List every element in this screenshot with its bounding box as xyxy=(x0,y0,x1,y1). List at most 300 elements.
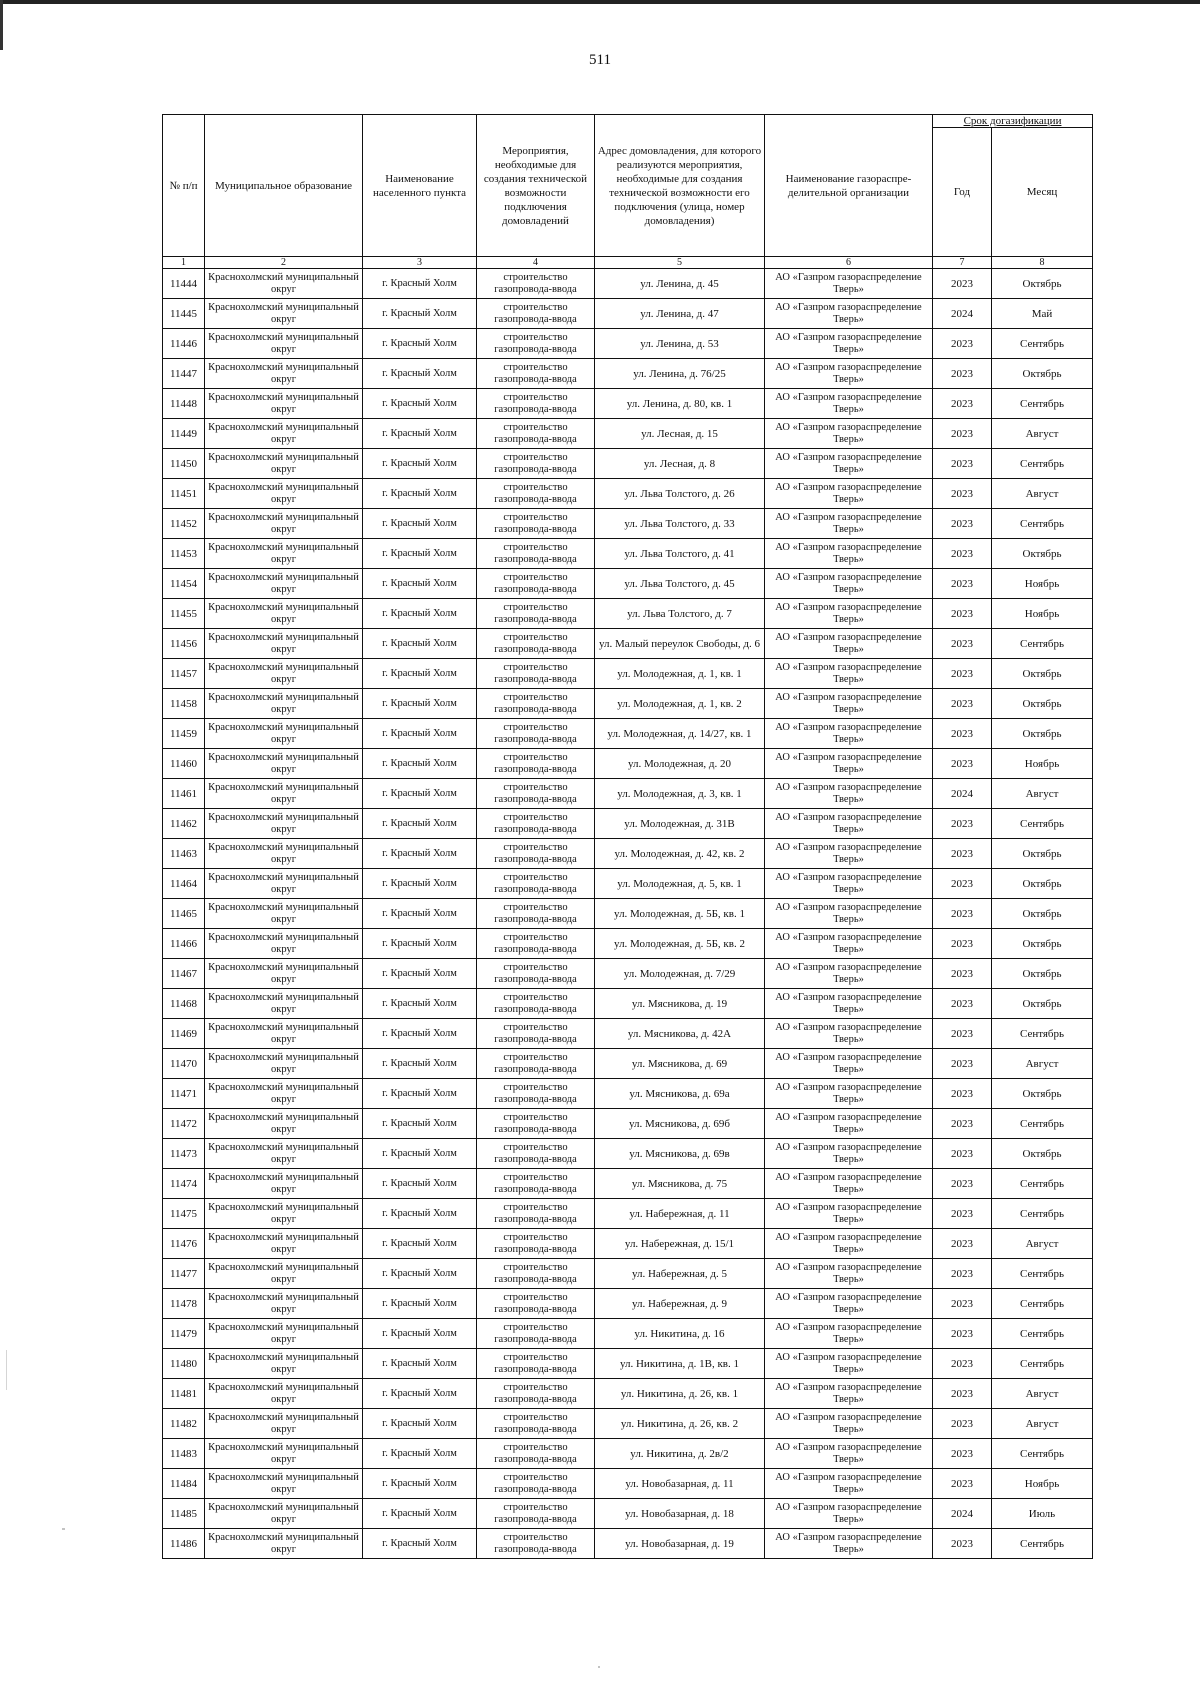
year-cell: 2023 xyxy=(933,1169,992,1199)
header-cell: Наименование газораспре-делительной организации xyxy=(765,115,933,257)
address-cell: ул. Ленина, д. 80, кв. 1 xyxy=(595,389,765,419)
activity-cell: строительство газопровода-ввода xyxy=(477,1529,595,1559)
year-cell: 2023 xyxy=(933,1289,992,1319)
settlement-cell: г. Красный Холм xyxy=(363,599,477,629)
row-number-cell: 11464 xyxy=(163,869,205,899)
row-number-cell: 11482 xyxy=(163,1409,205,1439)
row-number-cell: 11465 xyxy=(163,899,205,929)
activity-cell: строительство газопровода-ввода xyxy=(477,869,595,899)
table-row xyxy=(163,1169,1093,1199)
column-number: 2 xyxy=(205,257,363,269)
address-cell: ул. Молодежная, д. 3, кв. 1 xyxy=(595,779,765,809)
month-cell: Сентябрь xyxy=(992,389,1093,419)
settlement-cell: г. Красный Холм xyxy=(363,569,477,599)
settlement-cell: г. Красный Холм xyxy=(363,1319,477,1349)
organization-cell: АО «Газпром газораспределение Тверь» xyxy=(765,779,933,809)
gasification-table xyxy=(162,114,1093,1559)
table-row xyxy=(163,299,1093,329)
column-number-row xyxy=(163,257,1093,269)
row-number-cell: 11485 xyxy=(163,1499,205,1529)
address-cell: ул. Мясникова, д. 75 xyxy=(595,1169,765,1199)
organization-cell: АО «Газпром газораспределение Тверь» xyxy=(765,929,933,959)
address-cell: ул. Никитина, д. 16 xyxy=(595,1319,765,1349)
table-row xyxy=(163,809,1093,839)
table-row xyxy=(163,749,1093,779)
activity-cell: строительство газопровода-ввода xyxy=(477,959,595,989)
activity-cell: строительство газопровода-ввода xyxy=(477,1019,595,1049)
settlement-cell: г. Красный Холм xyxy=(363,1529,477,1559)
row-number-cell: 11451 xyxy=(163,479,205,509)
activity-cell: строительство газопровода-ввода xyxy=(477,329,595,359)
activity-cell: строительство газопровода-ввода xyxy=(477,299,595,329)
table-row xyxy=(163,329,1093,359)
organization-cell: АО «Газпром газораспределение Тверь» xyxy=(765,1079,933,1109)
organization-cell: АО «Газпром газораспределение Тверь» xyxy=(765,1109,933,1139)
table-row xyxy=(163,599,1093,629)
organization-cell: АО «Газпром газораспределение Тверь» xyxy=(765,809,933,839)
year-cell: 2023 xyxy=(933,539,992,569)
organization-cell: АО «Газпром газораспределение Тверь» xyxy=(765,1319,933,1349)
row-number-cell: 11448 xyxy=(163,389,205,419)
address-cell: ул. Льва Толстого, д. 26 xyxy=(595,479,765,509)
table-row xyxy=(163,1259,1093,1289)
organization-cell: АО «Газпром газораспределение Тверь» xyxy=(765,1019,933,1049)
activity-cell: строительство газопровода-ввода xyxy=(477,989,595,1019)
address-cell: ул. Новобазарная, д. 19 xyxy=(595,1529,765,1559)
year-cell: 2023 xyxy=(933,599,992,629)
scan-mark xyxy=(6,1350,7,1390)
month-cell: Сентябрь xyxy=(992,1529,1093,1559)
month-cell: Сентябрь xyxy=(992,809,1093,839)
settlement-cell: г. Красный Холм xyxy=(363,449,477,479)
address-cell: ул. Набережная, д. 11 xyxy=(595,1199,765,1229)
row-number-cell: 11454 xyxy=(163,569,205,599)
address-cell: ул. Набережная, д. 9 xyxy=(595,1289,765,1319)
group-header-cell: Срок догазификации xyxy=(933,115,1093,128)
month-cell: Июль xyxy=(992,1499,1093,1529)
activity-cell: строительство газопровода-ввода xyxy=(477,1199,595,1229)
month-cell: Август xyxy=(992,1409,1093,1439)
table-row xyxy=(163,959,1093,989)
row-number-cell: 11480 xyxy=(163,1349,205,1379)
row-number-cell: 11475 xyxy=(163,1199,205,1229)
settlement-cell: г. Красный Холм xyxy=(363,269,477,299)
table-row xyxy=(163,929,1093,959)
table-row xyxy=(163,1379,1093,1409)
month-cell: Август xyxy=(992,779,1093,809)
settlement-cell: г. Красный Холм xyxy=(363,1019,477,1049)
settlement-cell: г. Красный Холм xyxy=(363,1049,477,1079)
month-cell: Сентябрь xyxy=(992,1259,1093,1289)
organization-cell: АО «Газпром газораспределение Тверь» xyxy=(765,359,933,389)
row-number-cell: 11462 xyxy=(163,809,205,839)
row-number-cell: 11483 xyxy=(163,1439,205,1469)
table-row xyxy=(163,1499,1093,1529)
organization-cell: АО «Газпром газораспределение Тверь» xyxy=(765,1229,933,1259)
municipality-cell: Краснохолмский муниципальный округ xyxy=(205,1409,363,1439)
organization-cell: АО «Газпром газораспределение Тверь» xyxy=(765,689,933,719)
month-cell: Сентябрь xyxy=(992,1019,1093,1049)
settlement-cell: г. Красный Холм xyxy=(363,389,477,419)
column-number: 8 xyxy=(992,257,1093,269)
municipality-cell: Краснохолмский муниципальный округ xyxy=(205,1139,363,1169)
month-cell: Октябрь xyxy=(992,659,1093,689)
organization-cell: АО «Газпром газораспределение Тверь» xyxy=(765,1139,933,1169)
year-cell: 2024 xyxy=(933,1499,992,1529)
organization-cell: АО «Газпром газораспределение Тверь» xyxy=(765,269,933,299)
table-row xyxy=(163,1469,1093,1499)
activity-cell: строительство газопровода-ввода xyxy=(477,1109,595,1139)
municipality-cell: Краснохолмский муниципальный округ xyxy=(205,1439,363,1469)
year-cell: 2023 xyxy=(933,1349,992,1379)
municipality-cell: Краснохолмский муниципальный округ xyxy=(205,1499,363,1529)
table-row xyxy=(163,419,1093,449)
settlement-cell: г. Красный Холм xyxy=(363,419,477,449)
settlement-cell: г. Красный Холм xyxy=(363,1139,477,1169)
address-cell: ул. Лесная, д. 8 xyxy=(595,449,765,479)
activity-cell: строительство газопровода-ввода xyxy=(477,389,595,419)
row-number-cell: 11444 xyxy=(163,269,205,299)
year-cell: 2023 xyxy=(933,1229,992,1259)
year-cell: 2023 xyxy=(933,269,992,299)
header-cell: Мероприятия, необходимые для создания технической возможности подключения домовладений xyxy=(477,115,595,257)
month-cell: Ноябрь xyxy=(992,599,1093,629)
month-cell: Август xyxy=(992,1379,1093,1409)
organization-cell: АО «Газпром газораспределение Тверь» xyxy=(765,839,933,869)
address-cell: ул. Молодежная, д. 5, кв. 1 xyxy=(595,869,765,899)
row-number-cell: 11461 xyxy=(163,779,205,809)
year-cell: 2023 xyxy=(933,1019,992,1049)
month-cell: Октябрь xyxy=(992,1079,1093,1109)
settlement-cell: г. Красный Холм xyxy=(363,1439,477,1469)
organization-cell: АО «Газпром газораспределение Тверь» xyxy=(765,569,933,599)
municipality-cell: Краснохолмский муниципальный округ xyxy=(205,629,363,659)
municipality-cell: Краснохолмский муниципальный округ xyxy=(205,1169,363,1199)
month-cell: Август xyxy=(992,479,1093,509)
year-cell: 2023 xyxy=(933,1199,992,1229)
organization-cell: АО «Газпром газораспределение Тверь» xyxy=(765,629,933,659)
settlement-cell: г. Красный Холм xyxy=(363,1169,477,1199)
month-cell: Октябрь xyxy=(992,359,1093,389)
year-cell: 2023 xyxy=(933,1409,992,1439)
year-cell: 2023 xyxy=(933,659,992,689)
activity-cell: строительство газопровода-ввода xyxy=(477,689,595,719)
organization-cell: АО «Газпром газораспределение Тверь» xyxy=(765,1469,933,1499)
table-row xyxy=(163,1229,1093,1259)
organization-cell: АО «Газпром газораспределение Тверь» xyxy=(765,1409,933,1439)
activity-cell: строительство газопровода-ввода xyxy=(477,1139,595,1169)
table-row xyxy=(163,779,1093,809)
month-cell: Ноябрь xyxy=(992,749,1093,779)
column-number: 3 xyxy=(363,257,477,269)
activity-cell: строительство газопровода-ввода xyxy=(477,479,595,509)
settlement-cell: г. Красный Холм xyxy=(363,959,477,989)
activity-cell: строительство газопровода-ввода xyxy=(477,1289,595,1319)
activity-cell: строительство газопровода-ввода xyxy=(477,269,595,299)
row-number-cell: 11458 xyxy=(163,689,205,719)
settlement-cell: г. Красный Холм xyxy=(363,929,477,959)
table-row xyxy=(163,479,1093,509)
activity-cell: строительство газопровода-ввода xyxy=(477,1349,595,1379)
settlement-cell: г. Красный Холм xyxy=(363,1109,477,1139)
table-row xyxy=(163,1409,1093,1439)
municipality-cell: Краснохолмский муниципальный округ xyxy=(205,1079,363,1109)
address-cell: ул. Льва Толстого, д. 33 xyxy=(595,509,765,539)
column-number: 7 xyxy=(933,257,992,269)
organization-cell: АО «Газпром газораспределение Тверь» xyxy=(765,1439,933,1469)
year-cell: 2023 xyxy=(933,1079,992,1109)
address-cell: ул. Льва Толстого, д. 41 xyxy=(595,539,765,569)
municipality-cell: Краснохолмский муниципальный округ xyxy=(205,839,363,869)
address-cell: ул. Никитина, д. 26, кв. 1 xyxy=(595,1379,765,1409)
municipality-cell: Краснохолмский муниципальный округ xyxy=(205,389,363,419)
table-row xyxy=(163,899,1093,929)
organization-cell: АО «Газпром газораспределение Тверь» xyxy=(765,1379,933,1409)
activity-cell: строительство газопровода-ввода xyxy=(477,449,595,479)
organization-cell: АО «Газпром газораспределение Тверь» xyxy=(765,749,933,779)
municipality-cell: Краснохолмский муниципальный округ xyxy=(205,1199,363,1229)
table-row xyxy=(163,449,1093,479)
municipality-cell: Краснохолмский муниципальный округ xyxy=(205,929,363,959)
table-row xyxy=(163,689,1093,719)
year-cell: 2023 xyxy=(933,389,992,419)
year-cell: 2023 xyxy=(933,359,992,389)
organization-cell: АО «Газпром газораспределение Тверь» xyxy=(765,599,933,629)
year-cell: 2023 xyxy=(933,1439,992,1469)
row-number-cell: 11453 xyxy=(163,539,205,569)
municipality-cell: Краснохолмский муниципальный округ xyxy=(205,1529,363,1559)
row-number-cell: 11447 xyxy=(163,359,205,389)
settlement-cell: г. Красный Холм xyxy=(363,1289,477,1319)
row-number-cell: 11456 xyxy=(163,629,205,659)
year-cell: 2023 xyxy=(933,1469,992,1499)
row-number-cell: 11450 xyxy=(163,449,205,479)
row-number-cell: 11477 xyxy=(163,1259,205,1289)
row-number-cell: 11445 xyxy=(163,299,205,329)
month-cell: Октябрь xyxy=(992,1139,1093,1169)
organization-cell: АО «Газпром газораспределение Тверь» xyxy=(765,299,933,329)
organization-cell: АО «Газпром газораспределение Тверь» xyxy=(765,479,933,509)
organization-cell: АО «Газпром газораспределение Тверь» xyxy=(765,1499,933,1529)
table-row xyxy=(163,659,1093,689)
table-row xyxy=(163,1349,1093,1379)
column-number: 6 xyxy=(765,257,933,269)
row-number-cell: 11470 xyxy=(163,1049,205,1079)
month-cell: Август xyxy=(992,1049,1093,1079)
month-cell: Сентябрь xyxy=(992,1439,1093,1469)
year-cell: 2023 xyxy=(933,569,992,599)
municipality-cell: Краснохолмский муниципальный округ xyxy=(205,1019,363,1049)
year-cell: 2023 xyxy=(933,959,992,989)
year-cell: 2023 xyxy=(933,419,992,449)
settlement-cell: г. Красный Холм xyxy=(363,899,477,929)
activity-cell: строительство газопровода-ввода xyxy=(477,509,595,539)
row-number-cell: 11455 xyxy=(163,599,205,629)
month-cell: Май xyxy=(992,299,1093,329)
header-cell: Адрес домовладения, для которого реализуются мероприятия, необходимые для создания технической возможности его подключения (улица, номер домовладения) xyxy=(595,115,765,257)
organization-cell: АО «Газпром газораспределение Тверь» xyxy=(765,1349,933,1379)
year-cell: 2023 xyxy=(933,749,992,779)
month-cell: Август xyxy=(992,419,1093,449)
month-cell: Ноябрь xyxy=(992,569,1093,599)
municipality-cell: Краснохолмский муниципальный округ xyxy=(205,1259,363,1289)
address-cell: ул. Молодежная, д. 5Б, кв. 1 xyxy=(595,899,765,929)
month-cell: Октябрь xyxy=(992,959,1093,989)
activity-cell: строительство газопровода-ввода xyxy=(477,629,595,659)
row-number-cell: 11463 xyxy=(163,839,205,869)
activity-cell: строительство газопровода-ввода xyxy=(477,1049,595,1079)
activity-cell: строительство газопровода-ввода xyxy=(477,599,595,629)
municipality-cell: Краснохолмский муниципальный округ xyxy=(205,749,363,779)
settlement-cell: г. Красный Холм xyxy=(363,1379,477,1409)
row-number-cell: 11471 xyxy=(163,1079,205,1109)
address-cell: ул. Набережная, д. 5 xyxy=(595,1259,765,1289)
municipality-cell: Краснохолмский муниципальный округ xyxy=(205,1049,363,1079)
table-row xyxy=(163,719,1093,749)
header-cell: Год xyxy=(933,128,992,257)
month-cell: Сентябрь xyxy=(992,629,1093,659)
organization-cell: АО «Газпром газораспределение Тверь» xyxy=(765,1199,933,1229)
address-cell: ул. Мясникова, д. 69в xyxy=(595,1139,765,1169)
header-cell: Месяц xyxy=(992,128,1093,257)
municipality-cell: Краснохолмский муниципальный округ xyxy=(205,659,363,689)
table-row xyxy=(163,1079,1093,1109)
year-cell: 2024 xyxy=(933,779,992,809)
address-cell: ул. Молодежная, д. 42, кв. 2 xyxy=(595,839,765,869)
organization-cell: АО «Газпром газораспределение Тверь» xyxy=(765,659,933,689)
settlement-cell: г. Красный Холм xyxy=(363,1349,477,1379)
table-row xyxy=(163,509,1093,539)
municipality-cell: Краснохолмский муниципальный округ xyxy=(205,539,363,569)
settlement-cell: г. Красный Холм xyxy=(363,539,477,569)
municipality-cell: Краснохолмский муниципальный округ xyxy=(205,1289,363,1319)
address-cell: ул. Мясникова, д. 69 xyxy=(595,1049,765,1079)
row-number-cell: 11459 xyxy=(163,719,205,749)
month-cell: Октябрь xyxy=(992,929,1093,959)
row-number-cell: 11446 xyxy=(163,329,205,359)
page-number: 511 xyxy=(589,52,611,68)
settlement-cell: г. Красный Холм xyxy=(363,869,477,899)
row-number-cell: 11466 xyxy=(163,929,205,959)
organization-cell: АО «Газпром газораспределение Тверь» xyxy=(765,389,933,419)
activity-cell: строительство газопровода-ввода xyxy=(477,1439,595,1469)
year-cell: 2023 xyxy=(933,1049,992,1079)
organization-cell: АО «Газпром газораспределение Тверь» xyxy=(765,329,933,359)
address-cell: ул. Набережная, д. 15/1 xyxy=(595,1229,765,1259)
scan-mark xyxy=(62,1528,65,1530)
municipality-cell: Краснохолмский муниципальный округ xyxy=(205,269,363,299)
address-cell: ул. Никитина, д. 1В, кв. 1 xyxy=(595,1349,765,1379)
settlement-cell: г. Красный Холм xyxy=(363,719,477,749)
activity-cell: строительство газопровода-ввода xyxy=(477,1379,595,1409)
activity-cell: строительство газопровода-ввода xyxy=(477,1259,595,1289)
year-cell: 2023 xyxy=(933,809,992,839)
settlement-cell: г. Красный Холм xyxy=(363,629,477,659)
row-number-cell: 11452 xyxy=(163,509,205,539)
organization-cell: АО «Газпром газораспределение Тверь» xyxy=(765,869,933,899)
municipality-cell: Краснохолмский муниципальный округ xyxy=(205,1349,363,1379)
activity-cell: строительство газопровода-ввода xyxy=(477,359,595,389)
settlement-cell: г. Красный Холм xyxy=(363,299,477,329)
month-cell: Октябрь xyxy=(992,719,1093,749)
activity-cell: строительство газопровода-ввода xyxy=(477,1079,595,1109)
row-number-cell: 11467 xyxy=(163,959,205,989)
address-cell: ул. Ленина, д. 47 xyxy=(595,299,765,329)
month-cell: Август xyxy=(992,1229,1093,1259)
address-cell: ул. Молодежная, д. 31В xyxy=(595,809,765,839)
municipality-cell: Краснохолмский муниципальный округ xyxy=(205,1229,363,1259)
month-cell: Сентябрь xyxy=(992,1319,1093,1349)
row-number-cell: 11476 xyxy=(163,1229,205,1259)
address-cell: ул. Никитина, д. 2в/2 xyxy=(595,1439,765,1469)
row-number-cell: 11484 xyxy=(163,1469,205,1499)
address-cell: ул. Молодежная, д. 20 xyxy=(595,749,765,779)
year-cell: 2023 xyxy=(933,989,992,1019)
address-cell: ул. Мясникова, д. 19 xyxy=(595,989,765,1019)
municipality-cell: Краснохолмский муниципальный округ xyxy=(205,809,363,839)
month-cell: Сентябрь xyxy=(992,1109,1093,1139)
settlement-cell: г. Красный Холм xyxy=(363,989,477,1019)
table-row xyxy=(163,1019,1093,1049)
organization-cell: АО «Газпром газораспределение Тверь» xyxy=(765,1049,933,1079)
municipality-cell: Краснохолмский муниципальный округ xyxy=(205,869,363,899)
year-cell: 2023 xyxy=(933,509,992,539)
settlement-cell: г. Красный Холм xyxy=(363,839,477,869)
year-cell: 2023 xyxy=(933,1379,992,1409)
address-cell: ул. Льва Толстого, д. 45 xyxy=(595,569,765,599)
month-cell: Сентябрь xyxy=(992,1199,1093,1229)
table-row xyxy=(163,629,1093,659)
month-cell: Сентябрь xyxy=(992,329,1093,359)
settlement-cell: г. Красный Холм xyxy=(363,1079,477,1109)
table-row xyxy=(163,869,1093,899)
table-row xyxy=(163,1199,1093,1229)
activity-cell: строительство газопровода-ввода xyxy=(477,569,595,599)
settlement-cell: г. Красный Холм xyxy=(363,689,477,719)
address-cell: ул. Молодежная, д. 5Б, кв. 2 xyxy=(595,929,765,959)
address-cell: ул. Молодежная, д. 1, кв. 2 xyxy=(595,689,765,719)
month-cell: Октябрь xyxy=(992,839,1093,869)
organization-cell: АО «Газпром газораспределение Тверь» xyxy=(765,989,933,1019)
year-cell: 2023 xyxy=(933,929,992,959)
row-number-cell: 11449 xyxy=(163,419,205,449)
table-body xyxy=(163,269,1093,1559)
top-border xyxy=(0,0,1200,4)
year-cell: 2023 xyxy=(933,869,992,899)
address-cell: ул. Мясникова, д. 69б xyxy=(595,1109,765,1139)
column-number: 5 xyxy=(595,257,765,269)
month-cell: Сентябрь xyxy=(992,1289,1093,1319)
activity-cell: строительство газопровода-ввода xyxy=(477,929,595,959)
address-cell: ул. Никитина, д. 26, кв. 2 xyxy=(595,1409,765,1439)
year-cell: 2023 xyxy=(933,329,992,359)
header-row xyxy=(163,115,1093,128)
activity-cell: строительство газопровода-ввода xyxy=(477,809,595,839)
row-number-cell: 11469 xyxy=(163,1019,205,1049)
row-number-cell: 11481 xyxy=(163,1379,205,1409)
organization-cell: АО «Газпром газораспределение Тверь» xyxy=(765,1529,933,1559)
municipality-cell: Краснохолмский муниципальный округ xyxy=(205,599,363,629)
table-row xyxy=(163,1109,1093,1139)
table-row xyxy=(163,1529,1093,1559)
settlement-cell: г. Красный Холм xyxy=(363,509,477,539)
year-cell: 2023 xyxy=(933,689,992,719)
year-cell: 2023 xyxy=(933,1529,992,1559)
address-cell: ул. Ленина, д. 76/25 xyxy=(595,359,765,389)
organization-cell: АО «Газпром газораспределение Тверь» xyxy=(765,1259,933,1289)
table-row xyxy=(163,269,1093,299)
table-row xyxy=(163,989,1093,1019)
